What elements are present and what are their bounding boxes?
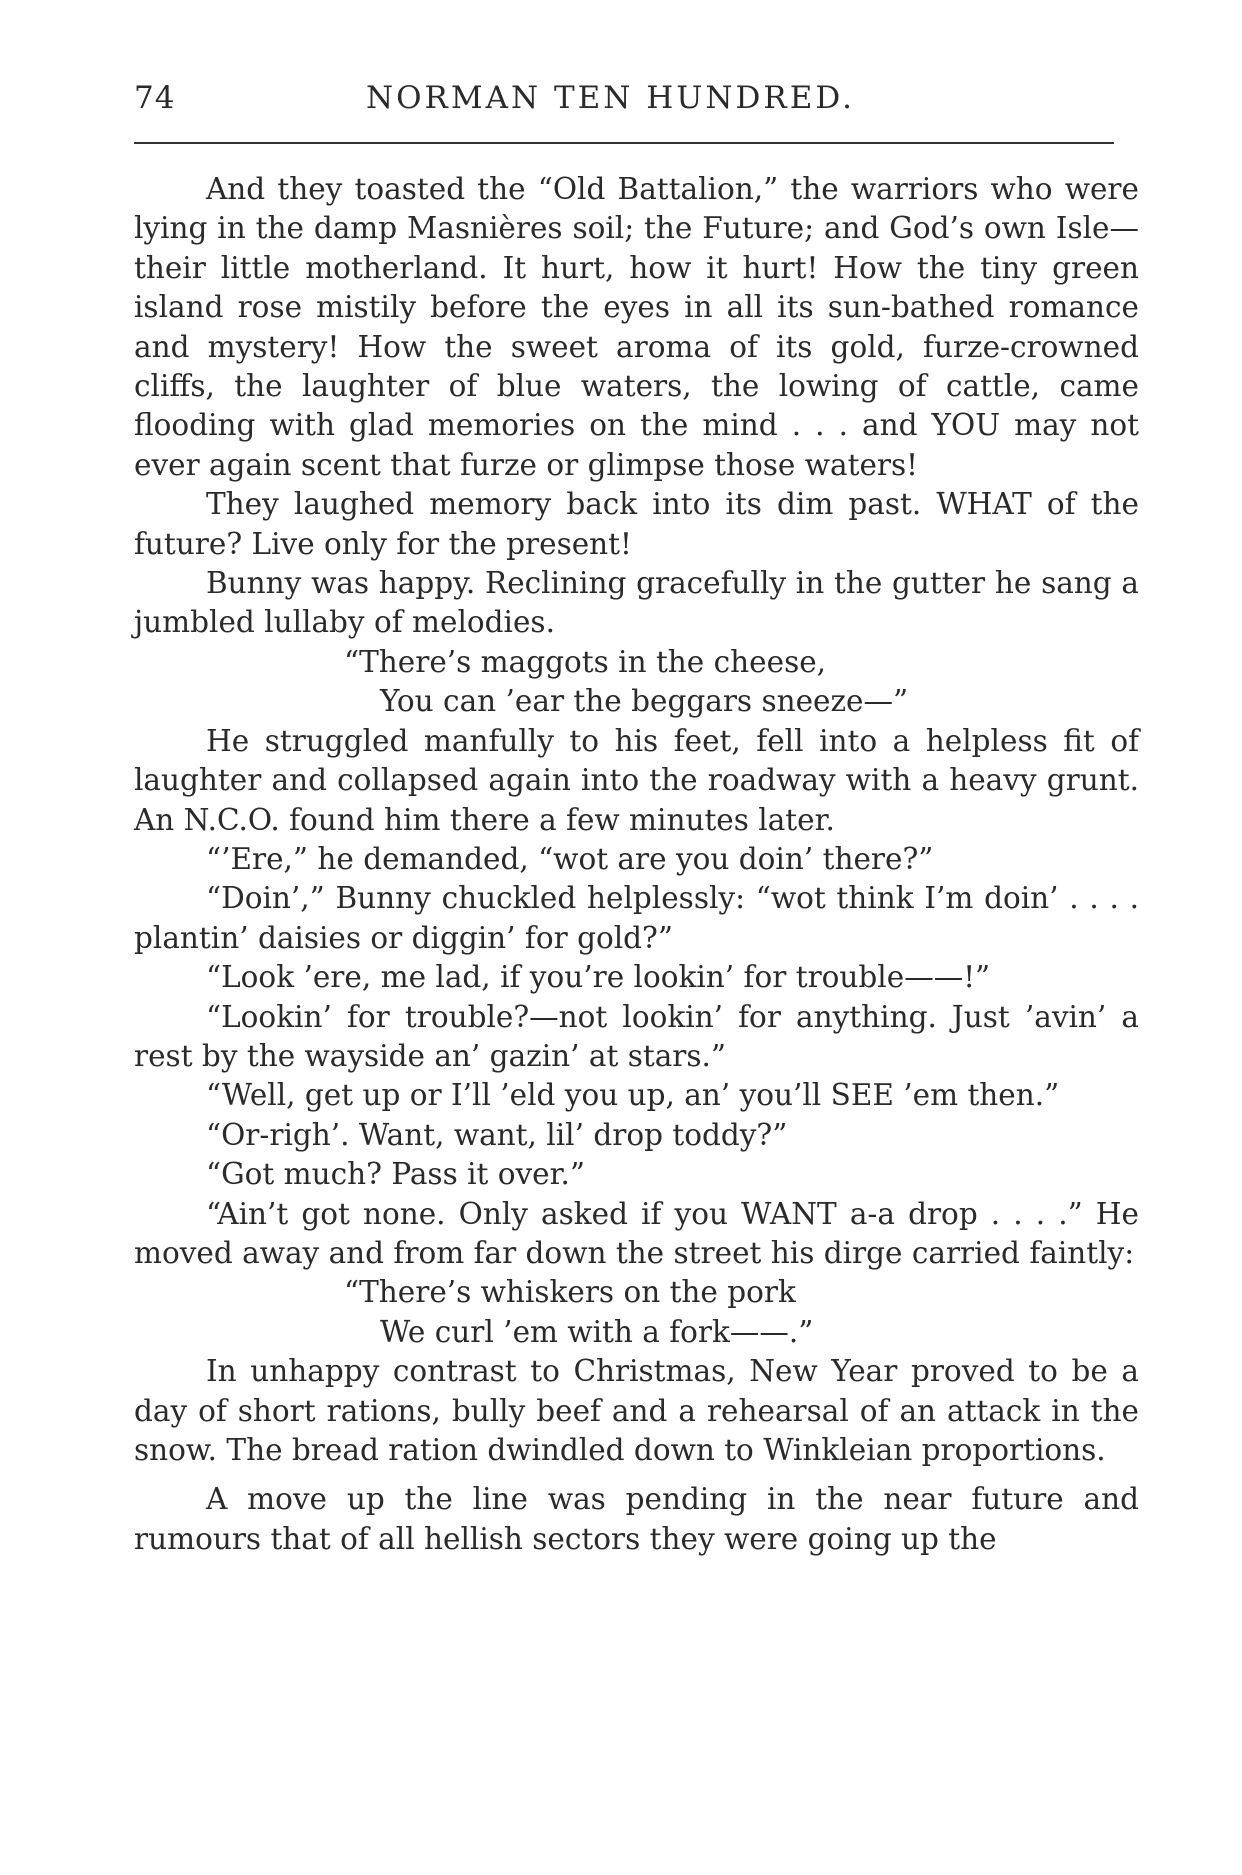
dialogue-line: “Well, get up or I’ll ’eld you up, an’ you’ll SEE ’em then.” <box>206 1078 1060 1113</box>
verse-line: We curl ’em with a fork——.” <box>380 1314 814 1349</box>
verse-line: “There’s maggots in the cheese, <box>344 644 827 679</box>
running-title: NORMAN TEN HUNDRED. <box>366 80 855 116</box>
page-number: 74 <box>134 80 176 116</box>
paragraph: A move up the line was pending in the near future and rumours that of all hellish sectors they were going up the <box>134 1482 1139 1556</box>
dialogue-line: “Got much? Pass it over.” <box>206 1157 585 1192</box>
dialogue-line: “Ain’t got none. Only asked if you WANT a-a drop . . . .” He moved away and from far down the street his dirge carried faintly: <box>134 1196 1139 1270</box>
paragraph: Bunny was happy. Reclining gracefully in the gutter he sang a jumbled lullaby of melodies. <box>134 566 1139 640</box>
dialogue-line: “Lookin’ for trouble?—not lookin’ for anything. Just ’avin’ a rest by the wayside an’ gazin’ at stars.” <box>134 999 1139 1073</box>
running-head <box>134 80 1114 130</box>
paragraph-gap <box>134 1470 1139 1480</box>
paragraph: They laughed memory back into its dim past. WHAT of the future? Live only for the present! <box>134 487 1139 561</box>
header-rule <box>134 142 1114 144</box>
dialogue-line: “’Ere,” he demanded, “wot are you doin’ there?” <box>206 841 934 876</box>
dialogue-line: “Doin’,” Bunny chuckled helplessly: “wot think I’m doin’ . . . . plantin’ daisies or diggin’ for gold?” <box>134 881 1139 955</box>
verse-line: “There’s whiskers on the pork <box>344 1275 796 1310</box>
verse-line: You can ’ear the beggars sneeze—” <box>380 684 909 719</box>
paragraph: In unhappy contrast to Christmas, New Year proved to be a day of short rations, bully beef and a rehearsal of an attack in the snow. The bread ration dwindled down to Winkleian proportions. <box>134 1354 1139 1467</box>
paragraph: And they toasted the “Old Battalion,” the warriors who were lying in the damp Masnières soil; the Future; and God’s own Isle—their little motherland. It hurt, how it hurt! How the tiny green island rose mistily before the eyes in all its sun-bathed romance and mystery! How the sweet aroma of its gold, furze-crowned cliffs, the laughter of blue waters, the lowing of cattle, came flooding with glad memories on the mind . . . and YOU may not ever again scent that furze or glimpse those waters! <box>134 172 1139 482</box>
dialogue-line: “Or-righ’. Want, want, lil’ drop toddy?” <box>206 1117 788 1152</box>
song-verse <box>134 643 1139 722</box>
body-text <box>134 170 1139 1559</box>
paragraph: He struggled manfully to his feet, fell into a helpless fit of laughter and collapsed again into the roadway with a heavy grunt. An N.C.O. found him there a few minutes later. <box>134 723 1139 837</box>
dialogue-line: “Look ’ere, me lad, if you’re lookin’ for trouble——!” <box>206 960 991 995</box>
song-verse <box>134 1273 1139 1352</box>
